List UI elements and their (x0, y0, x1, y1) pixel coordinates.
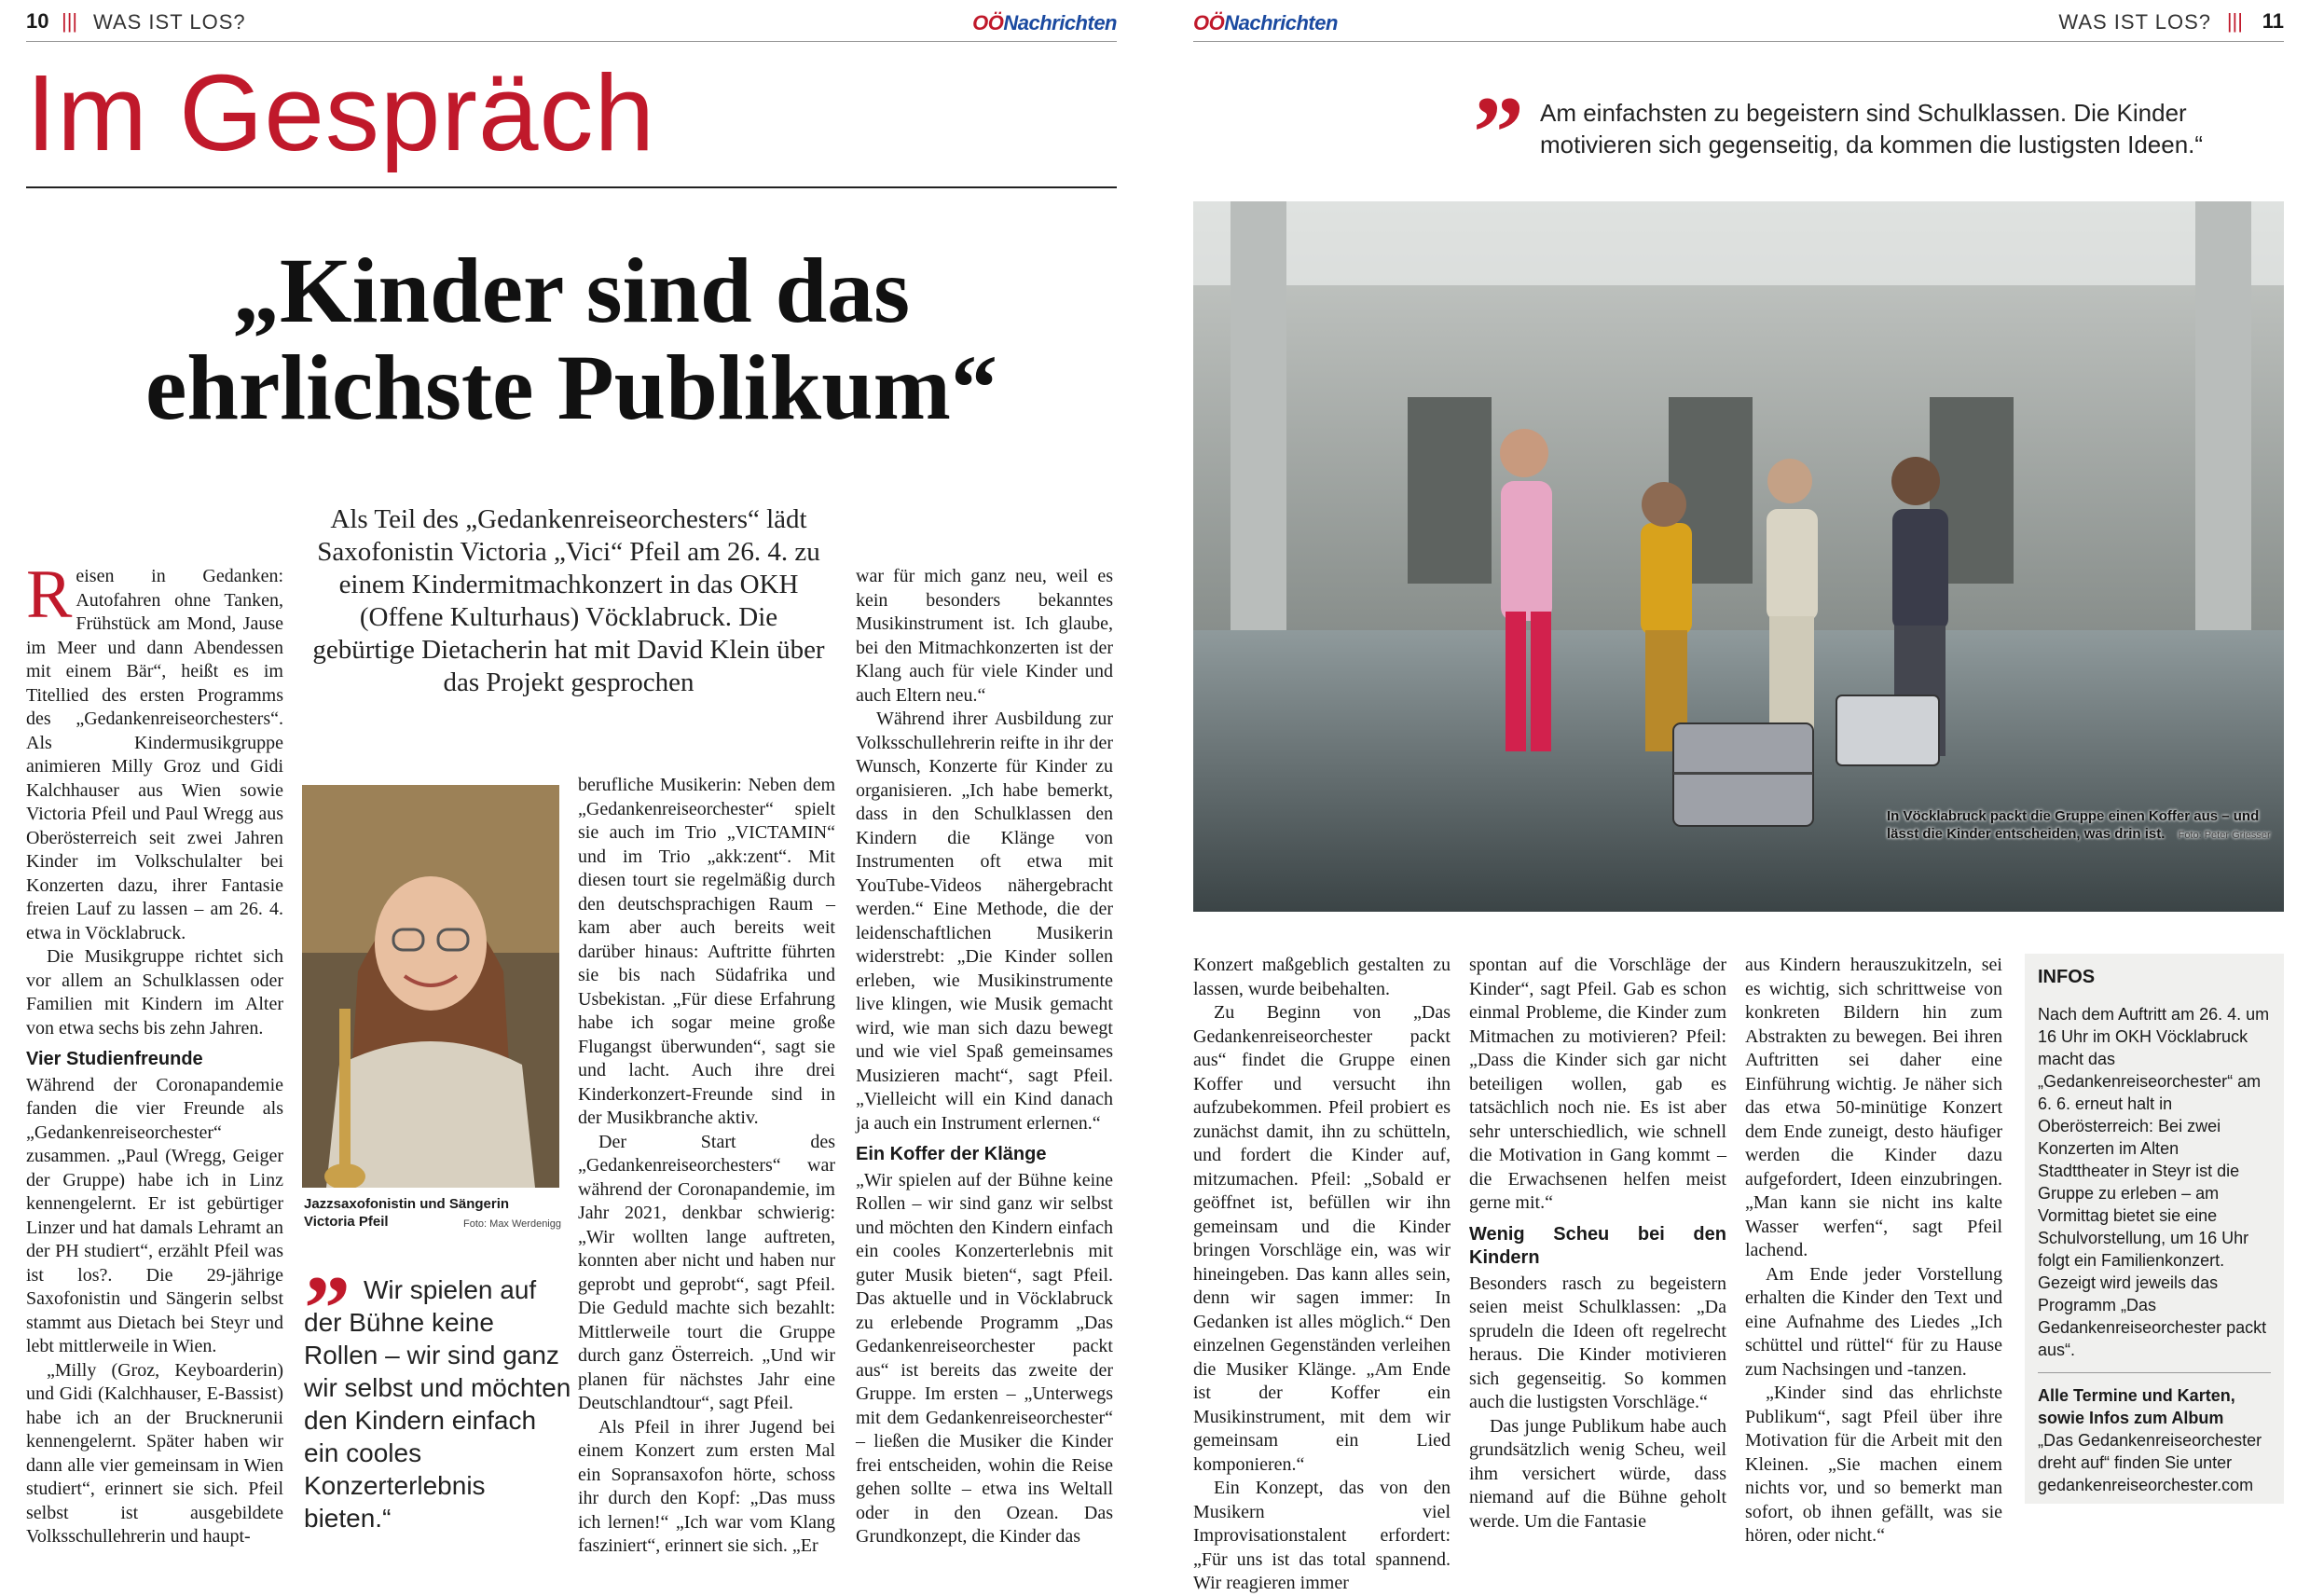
subheading-ein-koffer-der-klaenge: Ein Koffer der Klänge (856, 1144, 1047, 1164)
left-page-header (26, 9, 1117, 37)
article-paragraph: Ein Konzept, das von den Musikern viel Improvisationstalent erfordert: „Für uns ist das total spannend. Wir reagieren immer (1193, 1478, 1451, 1593)
info-box-tail[interactable]: „Das Gedankenreiseorchester dreht auf“ finden Sie unter gedankenreiseorchester.com (2038, 1431, 2262, 1494)
rubric-rule (26, 186, 1117, 188)
headline-line-1: „Kinder sind das (232, 239, 911, 342)
newspaper-logo-left: OÖNachrichten (972, 11, 1117, 34)
pull-quote-mark-icon: ” (304, 1257, 351, 1360)
article-paragraph: „Wir spielen auf der Bühne keine Rollen – wir sind ganz wir selbst und möchten den Kindern einfach ein cooles Konzerterlebnis mit guter Musik bieten“, sagt Pfeil. Das aktuelle und in Vöcklabruck zu erlebende Programm „Das Gedankenreiseorchester packt aus“ ist bereits das zweite der Gruppe. Im ersten – „Unterwegs mit dem Gedankenreiseorchester“ – ließen die Musiker die Kinder frei entscheiden, wohin die Reise gehen sollte – etwa ins Weltall oder in den Ozean. Das Grundkonzept, die Kinder das (856, 1169, 1113, 1547)
header-rule-left (26, 41, 1117, 42)
article-paragraph: Während ihrer Ausbildung zur Volksschullehrerin reifte in ihr der Wunsch, Konzerte für Kinder zu organisieren. „Ich habe bemerkt, dass in den Schulklassen den Kindern die Klänge von Instrumenten oft etwa mit YouTube-Videos nähergebracht werden.“ Eine Methode, die der leidenschaftlichen Musikerin widerstrebt: „Die Kinder sollen erleben, wie Musikinstrumente live klingen, wie Musik gemacht wird, wie man sich dazu bewegt und wie viel Spaß gemeinsames Musizieren macht“, sagt Pfeil. „Vielleicht will ein Kind danach ja auch ein Instrument erlernen.“ (856, 709, 1113, 1134)
article-paragraph: Als Pfeil in ihrer Jugend bei einem Konzert zum ersten Mal ein Sopransaxofon hörte, schoss ihr durch den Kopf: „Das muss ich lernen!“ „Ich war vom Klang fasziniert“, erinnert sie sich. „Er (578, 1416, 835, 1556)
article-column-2 (578, 774, 835, 1559)
article-column-1 (26, 557, 283, 1549)
article-paragraph: Konzert maßgeblich gestalten zu lassen, wurde beibehalten. (1193, 955, 1451, 999)
quote-mark-icon: ” (1473, 76, 1524, 189)
info-box-divider (2038, 1372, 2271, 1373)
rubric-title: Im Gespräch (26, 52, 655, 173)
lead-paragraph: Als Teil des „Gedankenreiseorchesters“ lädt Saxofonistin Victoria „Vici“ Pfeil am 26. 4. zu einem Kindermitmachkonzert in das OKH (Offene Kulturhaus) Vöcklabruck. Die gebürtige Dietacherin hat mit David Klein über das Projekt gesprochen (312, 504, 825, 697)
header-separator: ||| (62, 9, 78, 33)
info-box-text: Nach dem Auftritt am 26. 4. um 16 Uhr im OKH Vöcklabruck macht das „Gedankenreiseorchester“ am 6. 6. erneut halt in Oberösterreich: Bei zwei Konzerten im Alten Stadttheater in Steyr ist die Gruppe zu erleben – am Vormittag bietet sie eine Schulvorstellung, um 16 Uhr folgt ein Familienkonzert. Gezeigt wird jeweils das Programm „Das Gedankenreiseorchester packt aus“. (2038, 1005, 2270, 1359)
article-paragraph: „Milly (Groz, Keyboarderin) und Gidi (Kalchhauser, E-Bassist) habe ich an der Brucknerunii kennengelernt. Später haben wir dann alle vier gemeinsam in Wien studiert“, erinnert sie sich. Pfeil selbst ist ausgebildete Volksschullehrerin und haupt- (26, 1359, 283, 1547)
concert-stage-photo (1193, 201, 2284, 912)
pull-quote: Wir spielen auf der Bühne keine Rollen – wir sind ganz wir selbst und möchten den Kindern einfach ein cooles Konzerterlebnis bieten.“ (304, 1275, 571, 1533)
right-page-header (1193, 9, 2284, 37)
article-paragraph: Die Musikgruppe richtet sich vor allem an Schulklassen oder Familien mit Kindern im Alter von etwa sechs bis zehn Jahren. (26, 946, 283, 1039)
info-box-title: INFOS (2038, 967, 2096, 987)
right-section-label: WAS IST LOS? (2058, 10, 2211, 34)
portrait-photo (302, 785, 559, 1188)
right-page-number: 11 (2262, 9, 2284, 33)
subheading-vier-studienfreunde: Vier Studienfreunde (26, 1049, 203, 1069)
left-section-label: WAS IST LOS? (93, 10, 246, 34)
article-paragraph: Das junge Publikum habe auch grundsätzlich wenig Scheu, weil ihm versichert würde, dass niemand auf die Bühne geholt werde. Um die Fantasie (1469, 1415, 1726, 1532)
newspaper-logo-right: OÖNachrichten (1193, 11, 1338, 34)
main-photo-caption-text: In Vöcklabruck packt die Gruppe einen Koffer aus – und lässt die Kinder entscheiden, was drin ist. (1887, 808, 2260, 842)
header-rule-right (1193, 41, 2284, 42)
header-separator: ||| (2226, 9, 2243, 33)
article-column-4 (1193, 954, 1451, 1596)
headline-line-2: ehrlichste Publikum“ (145, 336, 997, 439)
article-column-6 (1745, 954, 2002, 1548)
subheading-wenig-scheu: Wenig Scheu bei den Kindern (1469, 1223, 1726, 1268)
article-paragraph: aus Kindern herauszukitzeln, sei es wichtig, sich schrittweise von konkreten Bildern hin zum Abstrakten zu bewegen. Bei ihren Auftritten sei daher eine Einführung wichtig. Je näher sich das etwa 50-minütige Konzert dem Ende zuneigt, desto häufiger werden die Kinder dazu aufgefordert, Ideen einzubringen. „Man kann sie nicht ins kalte Wasser werfen“, sagt Pfeil lachend. (1745, 955, 2002, 1260)
info-box (2025, 954, 2284, 1504)
article-paragraph: Während der Coronapandemie fanden die vier Freunde als „Gedankenreiseorchester“ zusammen. „Paul (Wregg, Geiger der Gruppe) habe ich in Linz kennengelernt. Er ist gebürtiger Linzer und hat damals Lehramt an der PH studiert“, erzählt Pfeil was ist los?. Die 29-jährige Saxofonistin und Sängerin selbst stammt aus Dietach bei Steyr und lebt mittlerweile in Wien. (26, 1074, 283, 1356)
article-paragraph: „Kinder sind das ehrlichste Publikum“, sagt Pfeil über ihre Motivation für die Arbeit mit den Kleinen. „Sie machen einem nichts vor, und so bemerkt man sofort, ob ihnen gefällt, was sie hören, oder nicht.“ (1745, 1383, 2002, 1546)
article-column-5 (1469, 954, 1726, 1534)
info-box-bold-line: Alle Termine und Karten, sowie Infos zum Album (2038, 1386, 2235, 1427)
portrait-image (302, 785, 559, 1188)
left-page-number: 10 (26, 9, 49, 33)
top-quote: Am einfachsten zu begeistern sind Schulklassen. Die Kinder motivieren sich gegenseitig, da kommen die lustigsten Ideen.“ (1540, 99, 2204, 158)
main-photo-credit: Foto: Peter Griesser (2178, 830, 2271, 841)
article-paragraph: berufliche Musikerin: Neben dem „Gedankenreiseorchester“ spielt sie auch im Trio „VICTAMIN“ und im Trio „akk:zent“. Mit diesen tourt sie regelmäßig durch den deutschsprachigen Raum – kam aber auch bereits weit darüber hinaus: Auftritte führten sie bis nach Südafrika und Usbekistan. „Für diese Erfahrung habe ich sogar meine große Flugangst überwunden“, sagt sie und lacht. Auch ihre drei Kinderkonzert-Freunde sind in der Musikbranche aktiv. (578, 775, 835, 1128)
article-paragraph: war für mich ganz neu, weil es kein besonders bekanntes Musikinstrument ist. Ich glaube, bei den Mitmachkonzerten ist der Klang auch für viele Kinder und auch Eltern neu.“ (856, 566, 1113, 706)
portrait-credit: Foto: Max Werdenigg (463, 1218, 561, 1230)
article-column-3 (856, 565, 1113, 1549)
article-paragraph: Besonders rasch zu begeistern seien meist Schulklassen: „Da sprudeln die Ideen oft regelrecht heraus. Die Kinder motivieren sich gegenseitig. So kommen auch die lustigsten Vorschläge.“ (1469, 1273, 1726, 1412)
article-paragraph: Der Start des „Gedankenreiseorchesters“ war während der Coronapandemie, im Jahr 2021, denkbar schwierig: „Wir wollten lange auftreten, konnten aber nicht und haben nur geprobt und geprobt“, sagt Pfeil. Die Geduld machte sich bezahlt: Mittlerweile tourt die Gruppe durch ganz Österreich. „Und wir planen für nächstes Jahr eine Deutschlandtour“, sagt Pfeil. (578, 1131, 835, 1413)
headline (26, 239, 1117, 439)
portrait-caption: Jazzsaxofonistin und Sängerin Victoria Pfeil Foto: Max Werdenigg (304, 1195, 561, 1233)
dropcap: R (26, 557, 73, 633)
article-paragraph: spontan auf die Vorschläge der Kinder“, sagt Pfeil. Gab es schon einmal Probleme, die Kinder zum Mitmachen zu motivieren? Pfeil: „Dass die Kinder sich gar nicht beteiligen wollen, gab es tatsächlich noch nie. Es ist aber sehr unterschiedlich, wie schnell die Motivation in Gang kommt – die Erwachsenen helfen meist gerne mit.“ (1469, 955, 1726, 1213)
article-paragraph: Am Ende jeder Vorstellung erhalten die Kinder den Text und eine Aufnahme des Liedes „Ich schüttel und rüttel“ für zu Hause zum Nachsingen und -tanzen. (1745, 1263, 2002, 1380)
main-photo-caption (1887, 807, 2278, 845)
main-photo (1193, 201, 2284, 912)
article-paragraph: Reisen in Gedanken: Autofahren ohne Tanken, Frühstück am Mond, Jause im Meer und dann Abendessen mit einem Bär“, heißt es im Titellied des ersten Programms des „Gedankenreiseorchesters“. Als Kindermusikgruppe animieren Milly Groz und Gidi Kalchhauser aus Wien sowie Victoria Pfeil und Paul Wregg aus Oberösterreich seit zwei Jahren Kinder im Volkschulalter bei Konzerten dazu, ihrer Fantasie freien Lauf zu lassen – am 26. 4. etwa in Vöcklabruck. (26, 557, 283, 943)
article-paragraph: Zu Beginn von „Das Gedankenreiseorchester packt aus“ findet die Gruppe einen Koffer und versucht ihn aufzubekommen. Pfeil probiert es zunächst damit, ihn zu schütteln, und fordert die Kinder auf, mitzumachen. Pfeil: „Sobald er geöffnet ist, befüllen wir ihn gemeinsam und die Kinder bringen Vorschläge ein, was wir hineingeben. Das kann alles sein, denn wir sagen immer: In Gedanken ist alles möglich.“ Den einzelnen Gegenständen verleihen die Musiker Klänge. „Am Ende ist der Koffer ein Musikinstrument, mit dem wir gemeinsam ein Lied komponieren.“ (1193, 1002, 1451, 1475)
